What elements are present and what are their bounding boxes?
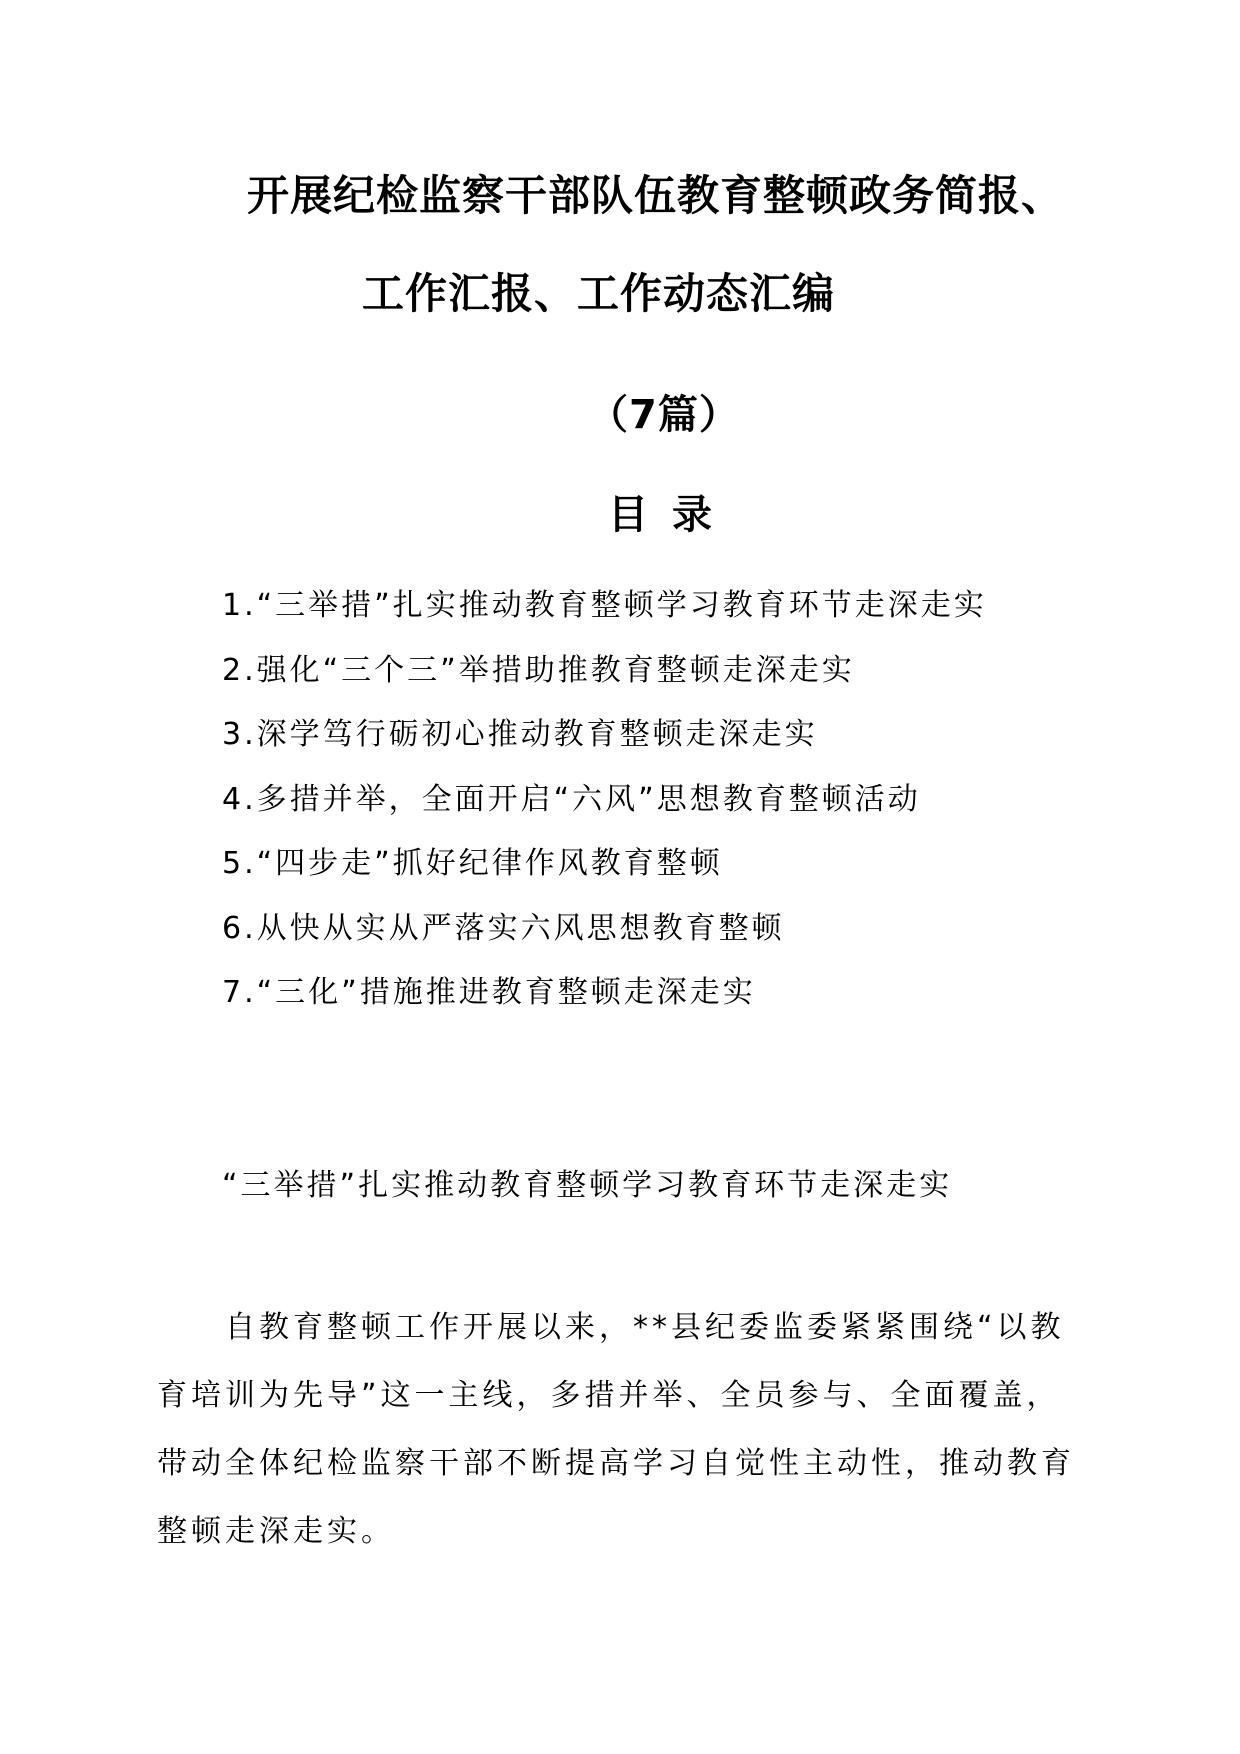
toc-item-4: 4.多措并举，全面开启“六风”思想教育整顿活动	[222, 781, 921, 817]
toc-heading: 目录	[608, 492, 736, 538]
toc-item-3: 3.深学笃行砺初心推动教育整顿走深走实	[222, 717, 818, 752]
toc-item-7: 7.“三化”措施推进教育整顿走深走实	[222, 975, 756, 1010]
document-title-line-2: 工作汇报、工作动态汇编	[362, 269, 836, 318]
toc-item-6: 6.从快从实从严落实六风思想教育整顿	[222, 910, 785, 946]
toc-item-2: 2.强化“三个三”举措助推教育整顿走深走实	[222, 652, 855, 688]
document-count-label: （7篇）	[588, 392, 740, 438]
toc-item-5: 5.“四步走”抓好纪律作风教育整顿	[222, 846, 723, 881]
toc-item-1: 1.“三举措”扎实推动教育整顿学习教育环节走深走实	[222, 588, 987, 623]
section-title: “三举措”扎实推动教育整顿学习教育环节走深走实	[222, 1168, 953, 1203]
table-of-contents	[222, 588, 987, 1040]
document-title-line-1: 开展纪检监察干部队伍教育整顿政务简报、	[247, 171, 1065, 220]
body-paragraph: 自教育整顿工作开展以来，**县纪委监委紧紧围绕“以教育培训为先导”这一主线，多措并举、全员参与、全面覆盖，带动全体纪检监察干部不断提高学习自觉性主动性，推动教育整顿走深走实。	[157, 1310, 1075, 1549]
